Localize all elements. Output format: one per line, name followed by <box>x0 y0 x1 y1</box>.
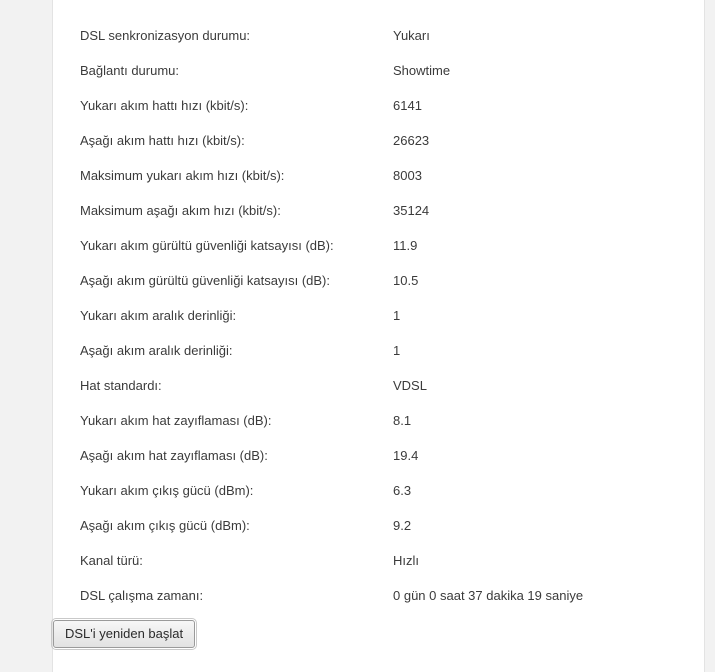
left-gutter <box>0 0 53 672</box>
table-row <box>53 368 704 403</box>
table-row <box>53 123 704 158</box>
row-label: DSL çalışma zamanı: <box>80 588 204 603</box>
row-label: Aşağı akım gürültü güvenliği katsayısı (dB): <box>80 273 331 288</box>
row-label: Maksimum yukarı akım hızı (kbit/s): <box>80 168 285 183</box>
row-label: Kanal türü: <box>80 553 143 568</box>
row-label: Yukarı akım hat zayıflaması (dB): <box>80 413 272 428</box>
action-cell <box>53 613 704 648</box>
table-row <box>53 578 704 613</box>
table-row <box>53 438 704 473</box>
row-label: Aşağı akım hat zayıflaması (dB): <box>80 448 268 463</box>
dsl-status-content <box>53 0 704 672</box>
table-row <box>53 508 704 543</box>
row-label: DSL senkronizasyon durumu: <box>80 28 251 43</box>
restart-dsl-button[interactable]: DSL'i yeniden başlat <box>53 620 195 648</box>
row-label: Yukarı akım gürültü güvenliği katsayısı (dB): <box>80 238 334 253</box>
right-gutter <box>704 0 715 672</box>
row-value: 8.1 <box>393 413 412 428</box>
row-value: 9.2 <box>393 518 412 533</box>
row-value: 10.5 <box>393 273 419 288</box>
table-row <box>53 263 704 298</box>
dsl-status-table <box>53 18 704 648</box>
table-row <box>53 473 704 508</box>
row-value: 0 gün 0 saat 37 dakika 19 saniye <box>393 588 584 603</box>
row-value: 11.9 <box>393 238 418 253</box>
table-row <box>53 403 704 438</box>
table-row <box>53 53 704 88</box>
row-label: Maksimum aşağı akım hızı (kbit/s): <box>80 203 281 218</box>
row-label: Aşağı akım aralık derinliği: <box>80 343 233 358</box>
row-label: Aşağı akım hattı hızı (kbit/s): <box>80 133 245 148</box>
row-label: Yukarı akım hattı hızı (kbit/s): <box>80 98 249 113</box>
table-row <box>53 88 704 123</box>
row-label: Hat standardı: <box>80 378 162 393</box>
row-value: 19.4 <box>393 448 419 463</box>
table-row <box>53 228 704 263</box>
row-value: Hızlı <box>393 553 419 568</box>
table-row <box>53 193 704 228</box>
row-value: 35124 <box>393 203 430 218</box>
row-label: Yukarı akım aralık derinliği: <box>80 308 237 323</box>
row-value: Yukarı <box>393 28 430 43</box>
dsl-status-table-body <box>53 18 704 648</box>
row-label: Bağlantı durumu: <box>80 63 180 78</box>
row-value: VDSL <box>393 378 427 393</box>
row-value: 1 <box>393 308 401 323</box>
row-value: Showtime <box>393 63 451 78</box>
row-value: 26623 <box>393 133 430 148</box>
row-label: Aşağı akım çıkış gücü (dBm): <box>80 518 250 533</box>
table-row <box>53 158 704 193</box>
table-row <box>53 333 704 368</box>
row-value: 6.3 <box>393 483 412 498</box>
action-row <box>53 613 704 648</box>
row-label: Yukarı akım çıkış gücü (dBm): <box>80 483 254 498</box>
table-row <box>53 18 704 53</box>
row-value: 1 <box>393 343 401 358</box>
table-row <box>53 543 704 578</box>
table-row <box>53 298 704 333</box>
row-value: 8003 <box>393 168 422 183</box>
row-value: 6141 <box>393 98 422 113</box>
